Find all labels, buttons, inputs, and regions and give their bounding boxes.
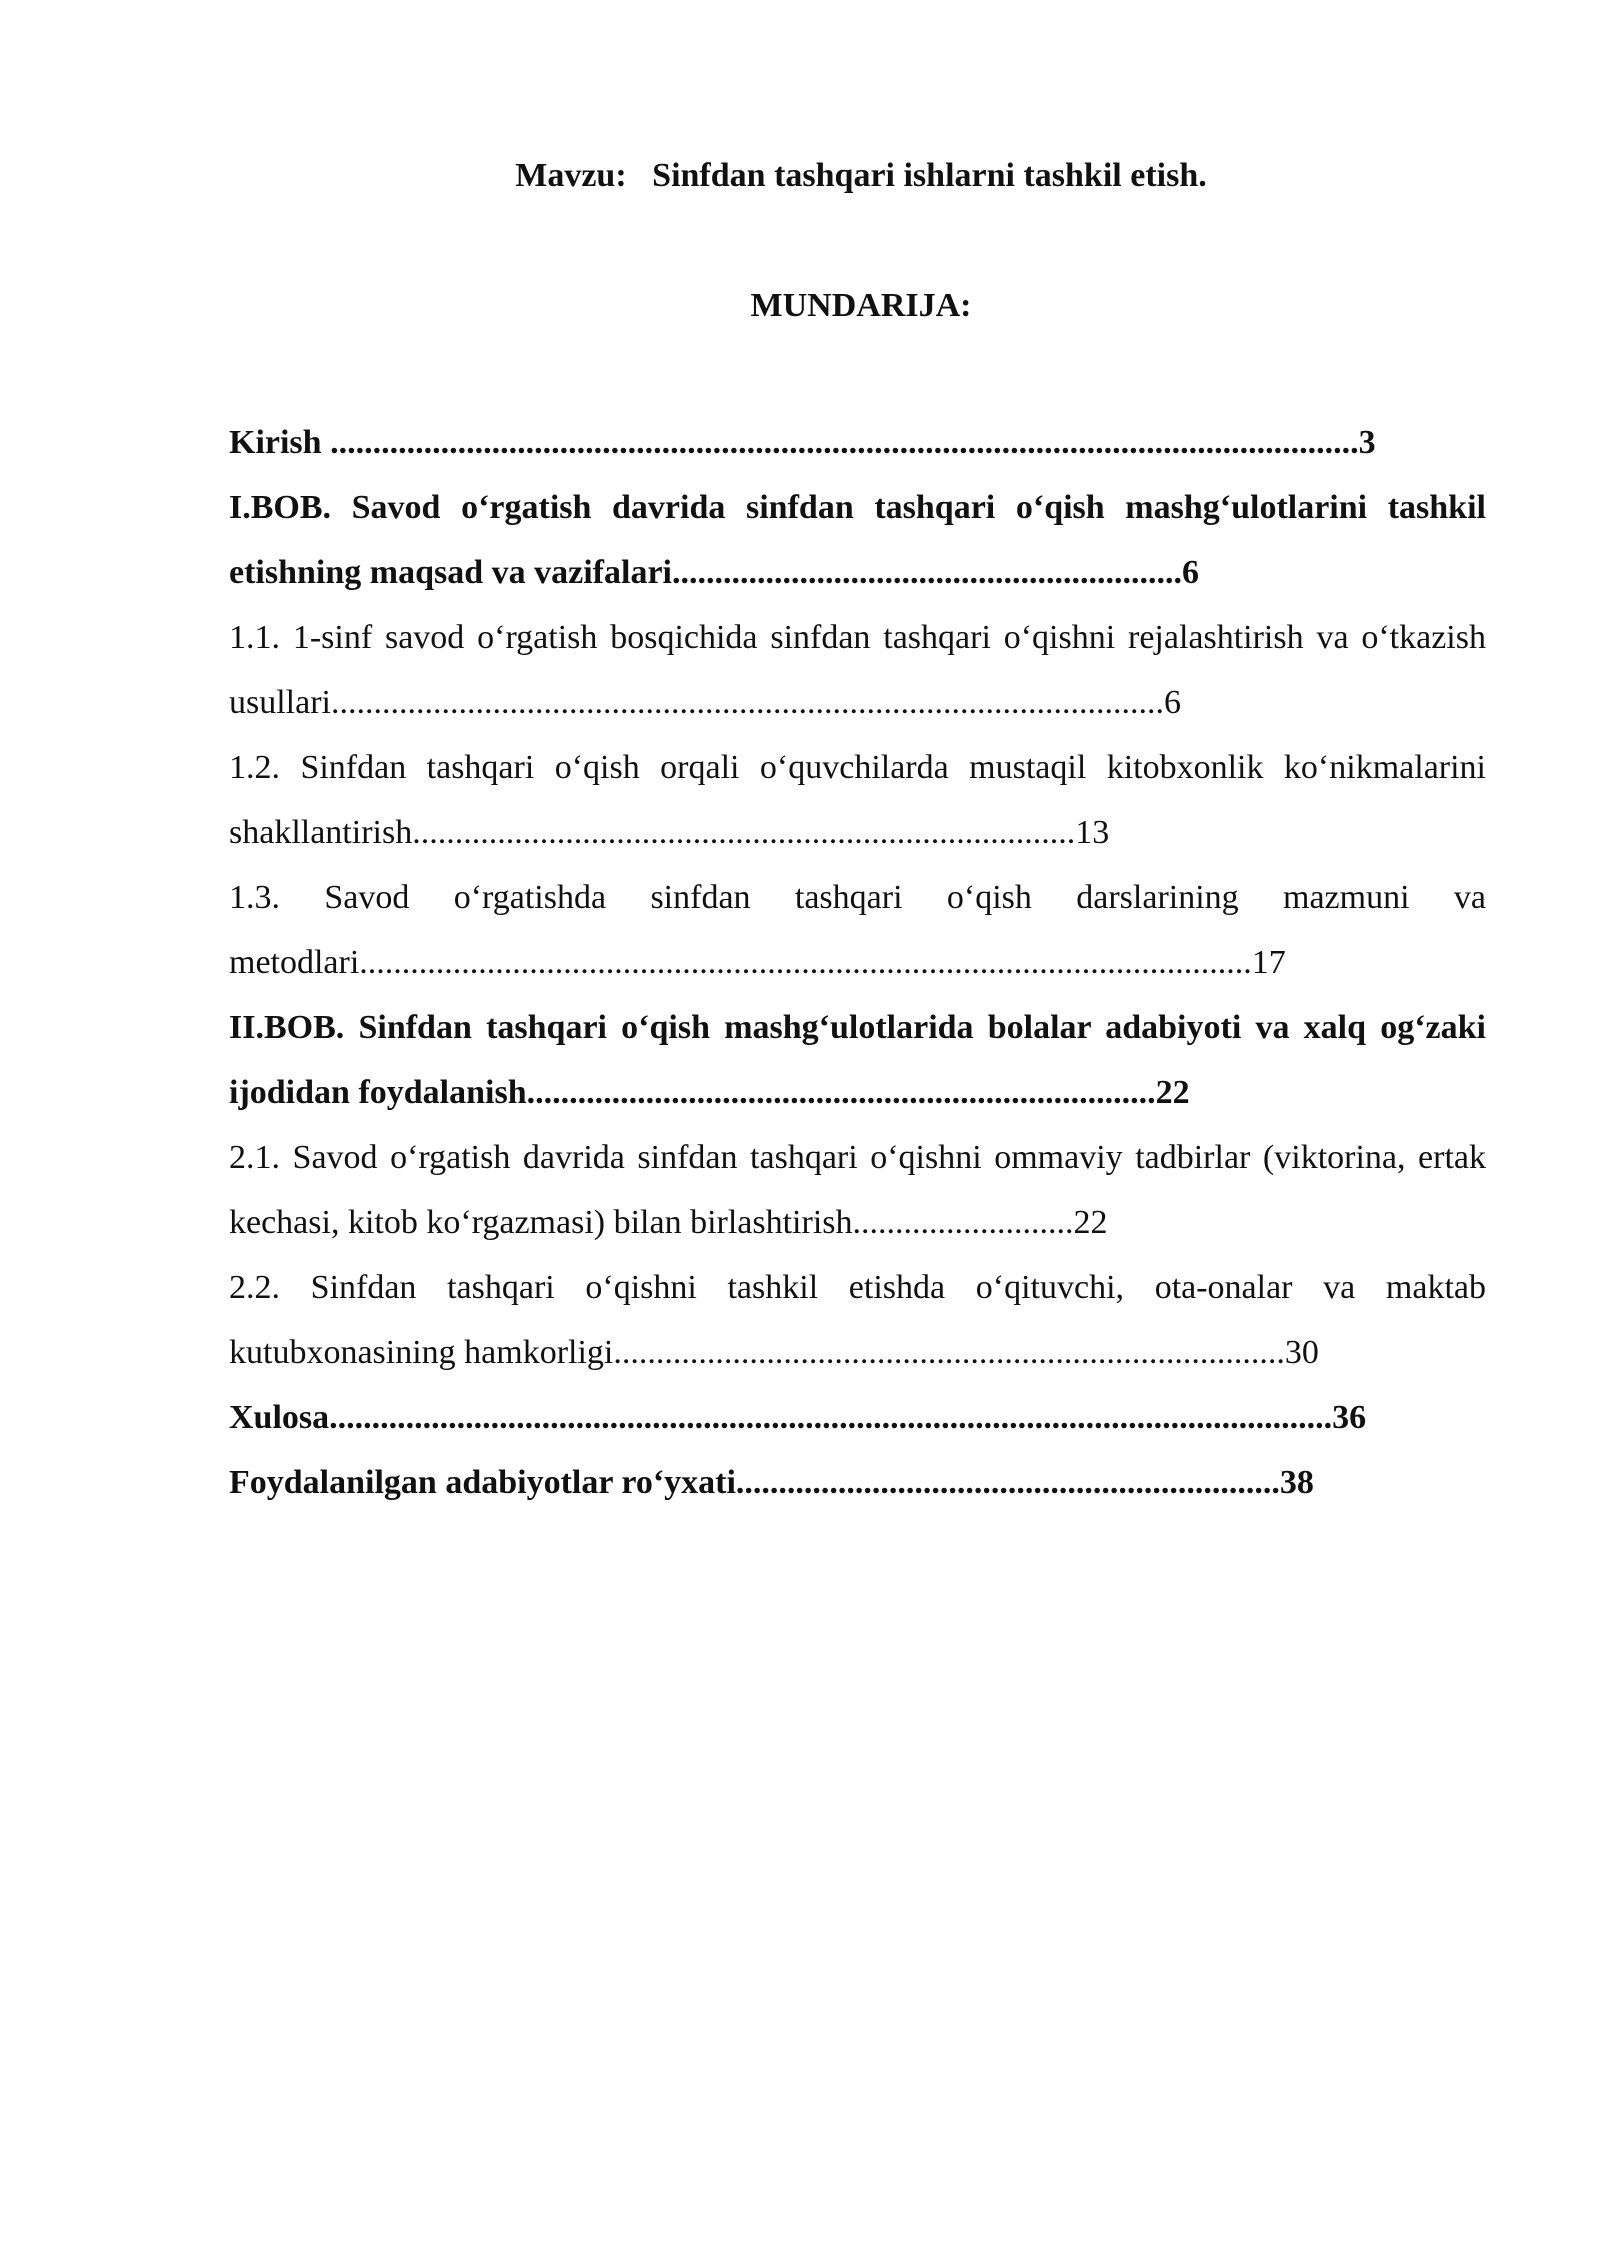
toc-entry-chapter-1: I.BOB. Savod o‘rgatish davrida sinfdan tashqari o‘qish mashg‘ulotlarini tashkil etishning maqsad va vazifalari............................................................6 bbox=[229, 489, 1486, 591]
toc-entry-references: Foydalanilgan adabiyotlar ro‘yxati................................................................38 bbox=[229, 1464, 1314, 1501]
document-topic: Mavzu: Sinfdan tashqari ishlarni tashkil etish. bbox=[515, 157, 1207, 194]
toc-entry-chapter-2: II.BOB. Sinfdan tashqari o‘qish mashg‘ulotlarida bolalar adabiyoti va xalq og‘zaki ijodidan foydalanish..........................................................................22 bbox=[229, 1009, 1486, 1111]
toc-heading: MUNDARIJA: bbox=[750, 287, 972, 324]
toc-entry-section-1-2: 1.2. Sinfdan tashqari o‘qish orqali o‘quvchilarda mustaqil kitobxonlik ko‘nikmalarini shakllantirish..............................................................................13 bbox=[229, 749, 1486, 851]
toc-entry-xulosa: Xulosa......................................................................................................................36 bbox=[229, 1399, 1367, 1436]
toc-entry-section-2-1: 2.1. Savod o‘rgatish davrida sinfdan tashqari o‘qishni ommaviy tadbirlar (viktorina, ertak kechasi, kitob ko‘rgazmasi) bilan birlashtirish..........................22 bbox=[229, 1139, 1486, 1241]
toc-entry-section-1-3: 1.3. Savod o‘rgatishda sinfdan tashqari o‘qish darslarining mazmuni va metodlari.........................................................................................................17 bbox=[229, 879, 1486, 981]
table-of-contents bbox=[229, 410, 1486, 1515]
toc-entry-kirish: Kirish .........................................................................................................................3 bbox=[229, 424, 1376, 461]
toc-entry-section-2-2: 2.2. Sinfdan tashqari o‘qishni tashkil etishda o‘qituvchi, ota-onalar va maktab kutubxonasining hamkorligi...............................................................................30 bbox=[229, 1269, 1486, 1371]
toc-entry-section-1-1: 1.1. 1-sinf savod o‘rgatish bosqichida sinfdan tashqari o‘qishni rejalashtirish va o‘tkazish usullari..................................................................................................6 bbox=[229, 619, 1486, 721]
